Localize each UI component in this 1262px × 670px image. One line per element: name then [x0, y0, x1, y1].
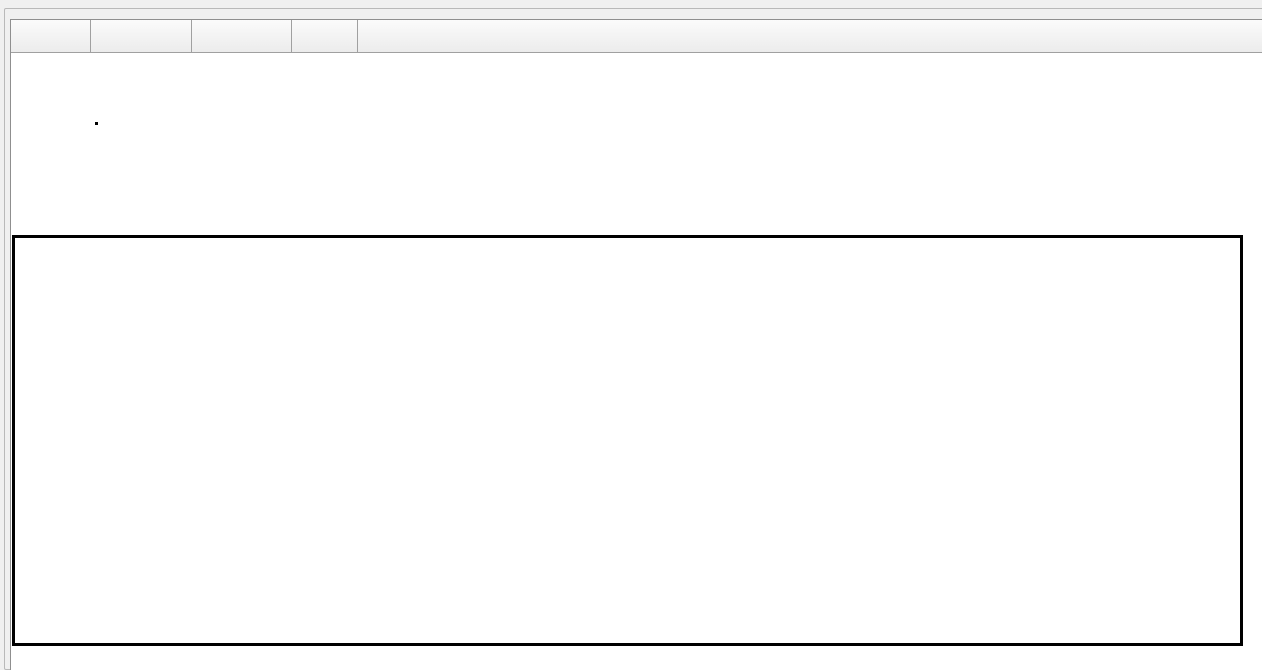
- column-header-error-description[interactable]: [358, 20, 1262, 52]
- column-header-message-type[interactable]: [11, 20, 91, 52]
- column-header-object[interactable]: [192, 20, 292, 52]
- column-header-object-type[interactable]: [91, 20, 192, 52]
- column-header-error-no[interactable]: [292, 20, 358, 52]
- grid-header: [11, 20, 1262, 53]
- stray-dot: [95, 122, 98, 125]
- messages-grid[interactable]: [10, 19, 1262, 670]
- highlight-annotation-box: [12, 235, 1243, 646]
